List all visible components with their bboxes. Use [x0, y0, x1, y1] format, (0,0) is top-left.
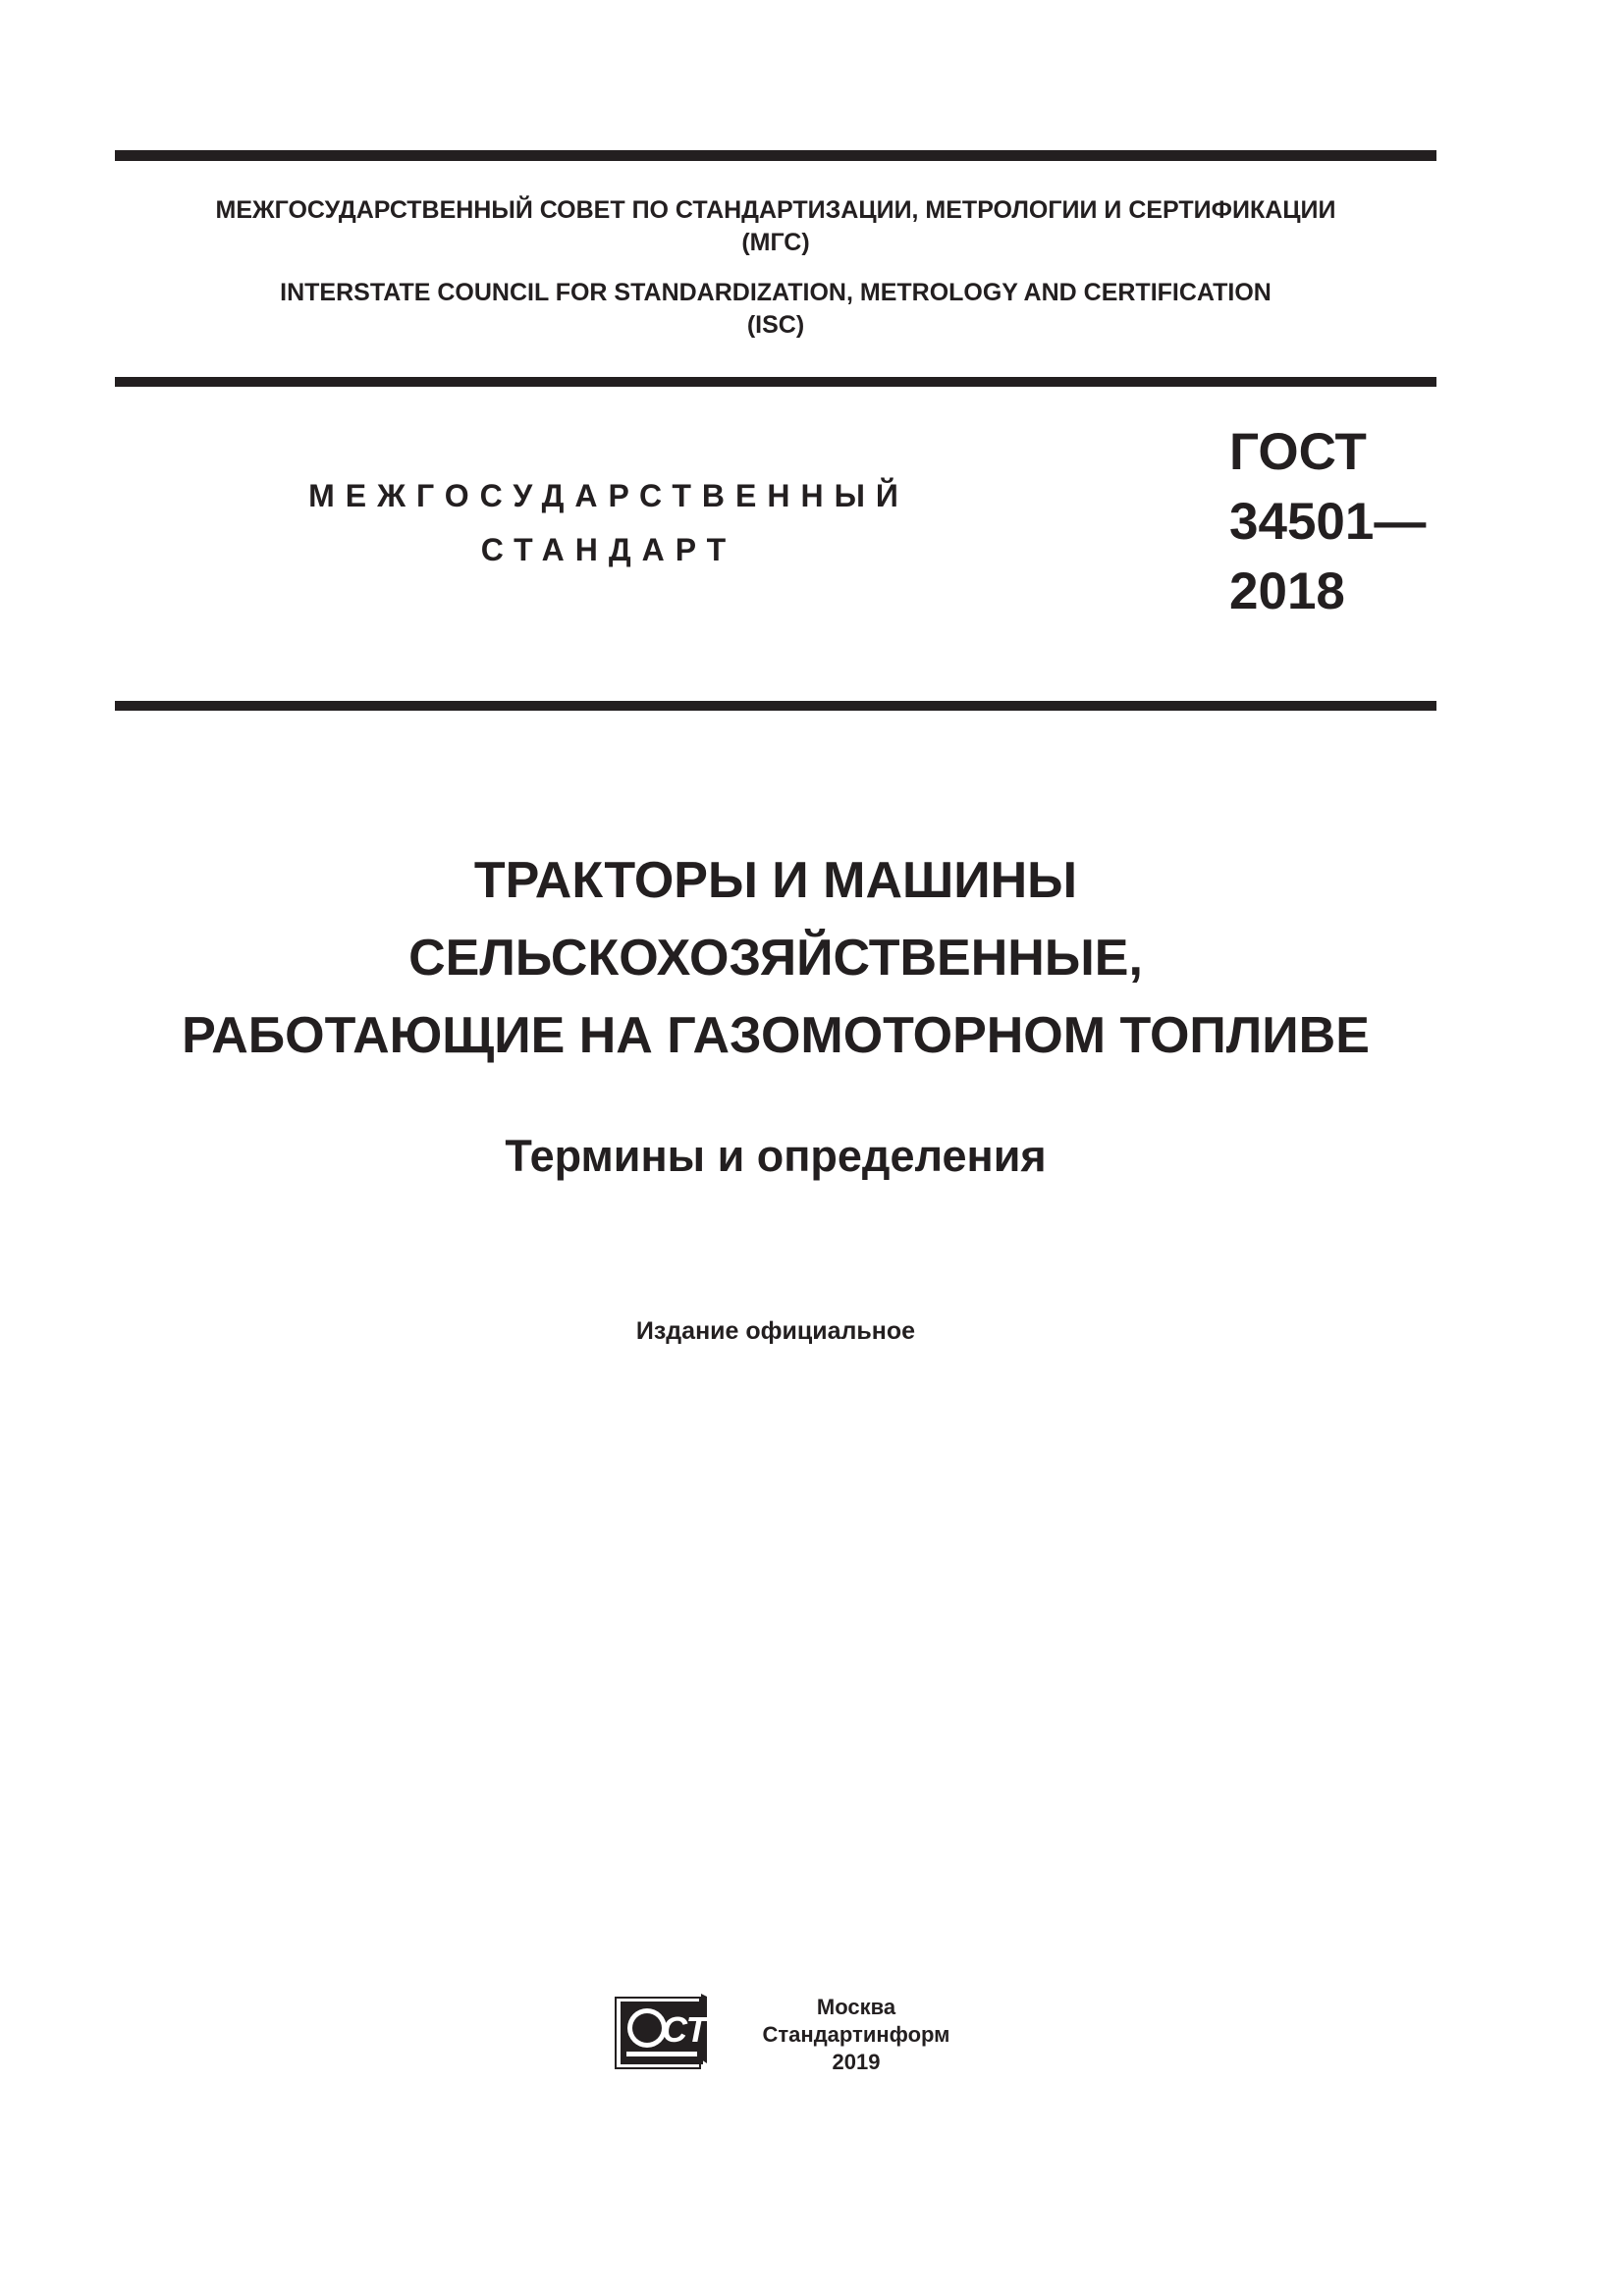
publisher-year: 2019: [832, 2050, 881, 2074]
header-rule: [115, 377, 1436, 387]
top-rule: [115, 150, 1436, 161]
publisher-info: [709, 1994, 1003, 2076]
standartinform-logo-icon: [615, 1993, 733, 2069]
document-subtitle: Термины и определения: [505, 1131, 1047, 1181]
designation-rule: [115, 701, 1436, 711]
publisher-name: Стандартинформ: [762, 2022, 950, 2047]
council-en-line: INTERSTATE COUNCIL FOR STANDARDIZATION, METROLOGY AND CERTIFICATION: [280, 279, 1272, 306]
title-line: СЕЛЬСКОХОЗЯЙСТВЕННЫЕ,: [408, 930, 1143, 987]
document-title: [115, 842, 1436, 1075]
standard-kind: [265, 469, 952, 577]
standard-designation: [1229, 417, 1426, 626]
title-line: ТРАКТОРЫ И МАШИНЫ: [473, 852, 1078, 909]
designation-prefix: ГОСТ: [1229, 423, 1367, 481]
council-ru-abbr: (МГС): [741, 229, 810, 256]
council-name-en: [115, 277, 1436, 342]
council-name-ru: [115, 194, 1436, 259]
standard-kind-line: СТАНДАРТ: [480, 532, 737, 567]
council-en-abbr: (ISC): [746, 311, 805, 339]
logo-text: СТИ: [662, 2009, 733, 2050]
council-ru-line: МЕЖГОСУДАРСТВЕННЫЙ СОВЕТ ПО СТАНДАРТИЗАЦИИ, МЕТРОЛОГИИ И СЕРТИФИКАЦИИ: [215, 196, 1336, 224]
designation-number: 34501—: [1229, 493, 1427, 551]
title-line: РАБОТАЮЩИЕ НА ГАЗОМОТОРНОМ ТОПЛИВЕ: [182, 1007, 1370, 1064]
designation-year: 2018: [1229, 562, 1345, 620]
standard-kind-line: МЕЖГОСУДАРСТВЕННЫЙ: [308, 478, 909, 513]
edition-label: Издание официальное: [635, 1317, 916, 1345]
publisher-city: Москва: [816, 1995, 896, 2019]
